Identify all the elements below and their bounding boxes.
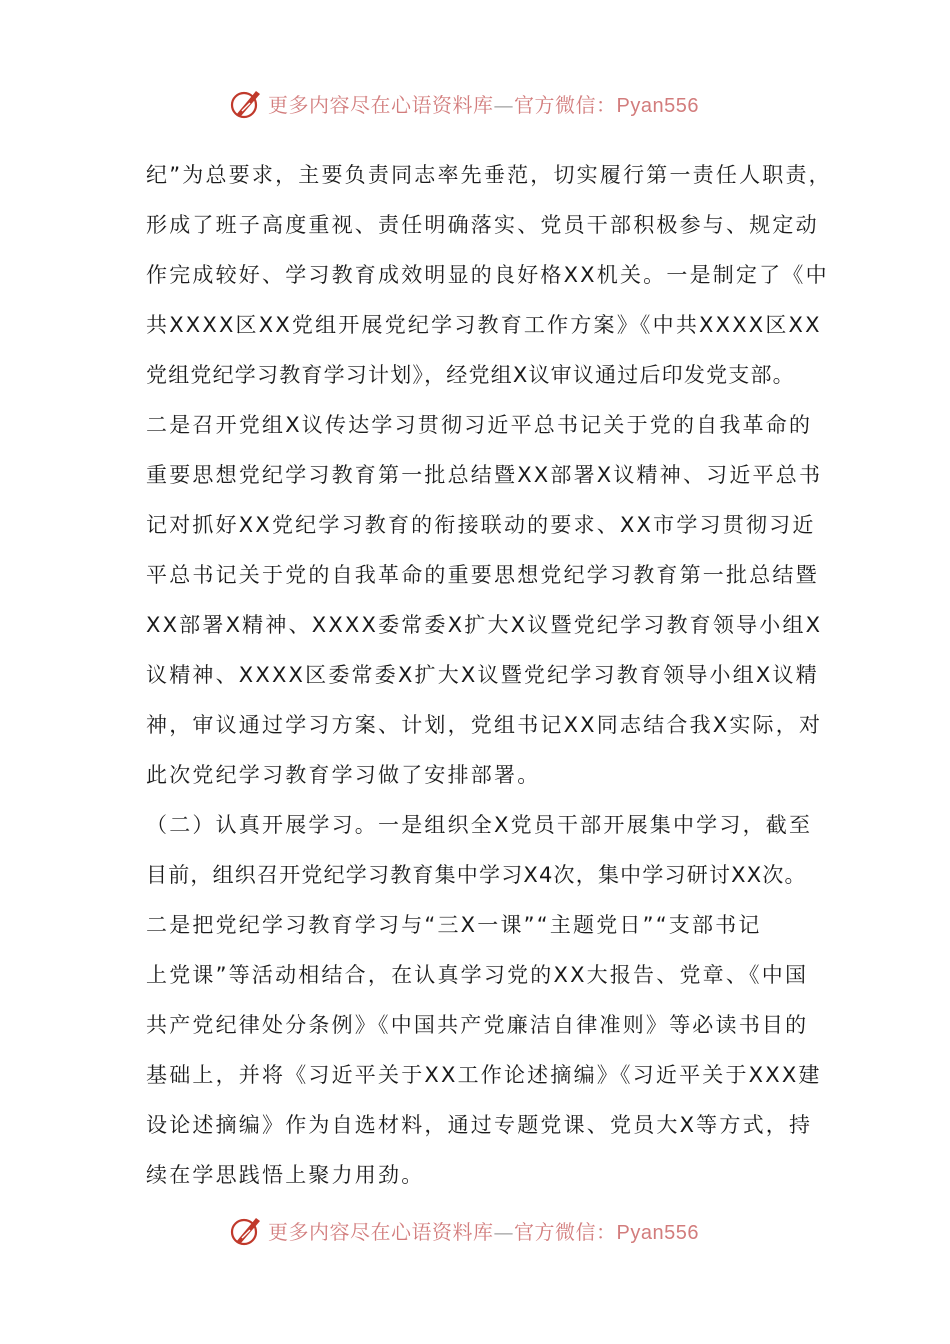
footer-banner-contact-id: Pyan556: [616, 1221, 699, 1244]
body-line-4: 共XXXX区XX党组开展党纪学习教育工作方案》《中共XXXX区XX: [146, 313, 822, 337]
footer-banner-separator: —: [493, 1219, 514, 1244]
body-line-3: 作完成较好、学习教育成效明显的良好格XX机关。一是制定了《中: [146, 263, 829, 287]
footer-watermark-banner: [228, 1210, 748, 1250]
body-line-10: XX部署X精神、XXXX委常委X扩大X议暨党纪学习教育领导小组X: [146, 613, 823, 637]
pen-nib-circle-icon: [228, 85, 264, 121]
body-line-1: 纪”为总要求，主要负责同志率先垂范，切实履行第一责任人职责，: [146, 163, 832, 187]
body-line-18: 共产党纪律处分条例》《中国共产党廉洁自律准则》等必读书目的: [146, 1013, 809, 1037]
header-banner-contact-id: Pyan556: [616, 94, 699, 117]
body-line-14: （二）认真开展学习。一是组织全X党员干部开展集中学习，截至: [146, 813, 813, 837]
body-line-13: 此次党纪学习教育学习做了安排部署。: [146, 763, 541, 787]
body-line-8: 记对抓好XX党纪学习教育的衔接联动的要求、XX市学习贯彻习近: [146, 513, 816, 537]
body-line-19: 基础上，并将《习近平关于XX工作论述摘编》《习近平关于XXX建: [146, 1063, 822, 1087]
body-line-21: 续在学思践悟上聚力用劲。: [146, 1163, 425, 1187]
header-watermark-banner: [228, 83, 748, 123]
footer-banner-main: 更多内容尽在心语资料库: [268, 1219, 494, 1244]
pen-nib-circle-icon: [228, 1212, 264, 1248]
body-line-7: 重要思想党纪学习教育第一批总结暨XX部署X议精神、习近平总书: [146, 463, 823, 487]
body-line-12: 神，审议通过学习方案、计划，党组书记XX同志结合我X实际，对: [146, 713, 823, 737]
header-banner-separator: —: [493, 92, 514, 117]
body-line-9: 平总书记关于党的自我革命的重要思想党纪学习教育第一批总结暨: [146, 563, 819, 587]
body-line-20: 设论述摘编》作为自选材料，通过专题党课、党员大X等方式，持: [146, 1113, 813, 1137]
body-line-11: 议精神、XXXX区委常委X扩大X议暨党纪学习教育领导小组X议精: [146, 663, 819, 687]
header-banner-contact-label: 官方微信：: [514, 92, 617, 117]
footer-banner-text: [268, 1216, 699, 1245]
body-line-17: 上党课”等活动相结合，在认真学习党的XX大报告、党章、《中国: [146, 963, 809, 987]
header-banner-main: 更多内容尽在心语资料库: [268, 92, 494, 117]
body-line-5: 党组党纪学习教育学习计划》，经党组X议审议通过后印发党支部。: [146, 363, 795, 387]
body-line-6: 二是召开党组X议传达学习贯彻习近平总书记关于党的自我革命的: [146, 413, 813, 437]
document-body: [146, 150, 832, 1200]
body-line-16: 二是把党纪学习教育学习与“三X一课”“主题党日”“支部书记: [146, 913, 762, 937]
header-banner-text: [268, 89, 699, 118]
body-line-15: 目前，组织召开党纪学习教育集中学习X4次，集中学习研讨XX次。: [146, 863, 807, 887]
body-line-2: 形成了班子高度重视、责任明确落实、党员干部积极参与、规定动: [146, 213, 819, 237]
footer-banner-contact-label: 官方微信：: [514, 1219, 617, 1244]
